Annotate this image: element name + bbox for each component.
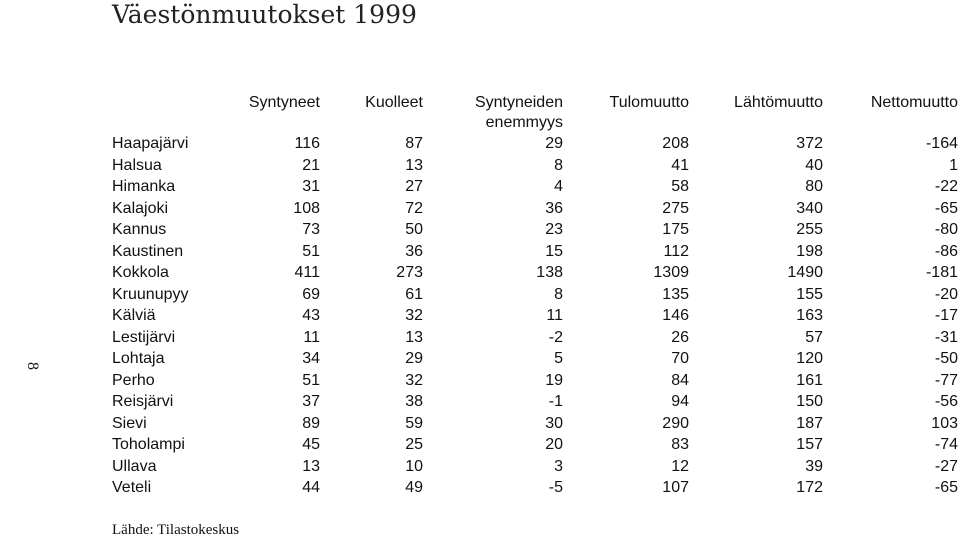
header-syntyneet: Syntyneet — [248, 94, 320, 111]
table-row — [112, 155, 958, 177]
cell-syntyneet: 116 — [294, 135, 320, 152]
cell-syntyneiden-enemmyys: 15 — [545, 242, 563, 260]
cell-municipality: Toholampi — [112, 436, 185, 453]
cell-syntyneet: 51 — [302, 242, 320, 260]
cell-syntyneet: 108 — [293, 199, 320, 217]
table-row — [112, 370, 958, 392]
cell-kuolleet: 32 — [405, 307, 423, 324]
header-tulomuutto: Tulomuutto — [609, 94, 689, 111]
table-row — [112, 327, 958, 349]
cell-tulomuutto: 107 — [662, 479, 689, 496]
cell-kuolleet: 87 — [405, 135, 423, 152]
cell-nettomuutto: -65 — [934, 199, 958, 217]
table-row — [112, 198, 958, 220]
cell-nettomuutto: -22 — [934, 178, 958, 195]
cell-kuolleet: 27 — [405, 178, 423, 195]
cell-nettomuutto: -86 — [934, 242, 958, 260]
cell-syntyneet: 44 — [302, 479, 320, 496]
cell-tulomuutto: 84 — [671, 371, 689, 389]
table-row — [112, 434, 958, 456]
cell-municipality: Haapajärvi — [112, 135, 189, 152]
cell-municipality: Himanka — [112, 178, 176, 195]
cell-municipality: Ullava — [112, 457, 157, 475]
cell-syntyneiden-enemmyys: -5 — [548, 479, 563, 496]
cell-tulomuutto: 1309 — [653, 264, 689, 281]
cell-tulomuutto: 175 — [662, 221, 689, 238]
cell-syntyneiden-enemmyys: -2 — [548, 328, 563, 346]
cell-syntyneet: 69 — [302, 285, 320, 303]
cell-municipality: Halsua — [112, 156, 162, 174]
cell-syntyneiden-enemmyys: 8 — [554, 156, 563, 174]
cell-lahtomuutto: 155 — [796, 285, 823, 303]
cell-lahtomuutto: 372 — [796, 135, 823, 152]
cell-nettomuutto: -31 — [934, 328, 958, 346]
cell-syntyneet: 37 — [302, 393, 320, 410]
cell-syntyneet: 21 — [302, 156, 320, 174]
cell-syntyneet: 43 — [302, 307, 320, 324]
cell-kuolleet: 273 — [396, 264, 423, 281]
cell-syntyneiden-enemmyys: 3 — [554, 457, 563, 475]
header-syntyneiden-line1: Syntyneiden — [474, 94, 563, 111]
table-row — [112, 284, 958, 306]
header-syntyneiden-line2: enemmyys — [485, 114, 563, 131]
cell-kuolleet: 36 — [405, 242, 423, 260]
cell-nettomuutto: -50 — [934, 350, 958, 367]
cell-kuolleet: 13 — [405, 156, 423, 174]
cell-lahtomuutto: 157 — [796, 436, 823, 453]
cell-kuolleet: 72 — [405, 199, 423, 217]
cell-nettomuutto: -164 — [925, 135, 958, 152]
cell-lahtomuutto: 172 — [796, 479, 823, 496]
cell-tulomuutto: 290 — [662, 414, 689, 432]
cell-syntyneet: 31 — [302, 178, 320, 195]
table-row — [112, 477, 958, 499]
table-row — [112, 133, 958, 155]
cell-kuolleet: 50 — [405, 221, 423, 238]
table-header-row — [112, 93, 958, 133]
table-row — [112, 241, 958, 263]
cell-municipality: Kalajoki — [112, 199, 169, 217]
cell-syntyneet: 51 — [302, 371, 320, 389]
page-title: Väestönmuutokset 1999 — [112, 0, 417, 29]
page-number: 8 — [24, 362, 41, 370]
cell-lahtomuutto: 198 — [796, 242, 823, 260]
cell-tulomuutto: 58 — [671, 178, 689, 195]
cell-syntyneet: 13 — [302, 457, 320, 475]
header-syntyneiden-enemmyys — [423, 93, 563, 133]
cell-kuolleet: 10 — [405, 457, 423, 475]
cell-tulomuutto: 41 — [671, 156, 689, 174]
table-row — [112, 305, 958, 327]
cell-lahtomuutto: 163 — [796, 307, 823, 324]
cell-lahtomuutto: 340 — [796, 199, 823, 217]
cell-syntyneiden-enemmyys: 11 — [546, 307, 563, 324]
cell-syntyneiden-enemmyys: 23 — [545, 221, 563, 238]
cell-syntyneiden-enemmyys: 30 — [545, 414, 563, 432]
source-note: Lähde: Tilastokeskus — [112, 522, 240, 538]
cell-lahtomuutto: 161 — [796, 371, 823, 389]
cell-kuolleet: 61 — [405, 285, 423, 303]
cell-tulomuutto: 83 — [671, 436, 689, 453]
cell-lahtomuutto: 120 — [796, 350, 823, 367]
cell-municipality: Kannus — [112, 221, 167, 238]
cell-kuolleet: 32 — [405, 371, 423, 389]
cell-nettomuutto: -80 — [934, 221, 958, 238]
cell-municipality: Perho — [112, 371, 155, 389]
header-nettomuutto: Nettomuutto — [870, 94, 958, 111]
cell-nettomuutto: -20 — [934, 285, 958, 303]
table-row — [112, 413, 958, 435]
table-row — [112, 456, 958, 478]
cell-tulomuutto: 208 — [662, 135, 689, 152]
table-row — [112, 262, 958, 284]
cell-lahtomuutto: 1490 — [787, 264, 823, 281]
cell-municipality: Kruunupyy — [112, 285, 189, 303]
cell-syntyneet: 73 — [302, 221, 320, 238]
population-change-table — [112, 93, 958, 499]
cell-syntyneet: 34 — [302, 350, 320, 367]
table-row — [112, 348, 958, 370]
cell-lahtomuutto: 40 — [805, 156, 823, 174]
table-body — [112, 133, 958, 499]
cell-kuolleet: 49 — [405, 479, 423, 496]
header-kuolleet: Kuolleet — [365, 94, 423, 111]
cell-syntyneet: 11 — [303, 328, 320, 346]
cell-lahtomuutto: 39 — [805, 457, 823, 475]
cell-lahtomuutto: 150 — [796, 393, 823, 410]
cell-syntyneiden-enemmyys: 36 — [545, 199, 563, 217]
cell-syntyneiden-enemmyys: 4 — [554, 178, 563, 195]
cell-tulomuutto: 26 — [671, 328, 689, 346]
cell-syntyneiden-enemmyys: 138 — [536, 264, 563, 281]
cell-nettomuutto: -74 — [934, 436, 958, 453]
cell-tulomuutto: 275 — [662, 199, 689, 217]
cell-syntyneet: 89 — [302, 414, 320, 432]
cell-tulomuutto: 146 — [662, 307, 689, 324]
cell-municipality: Sievi — [112, 414, 147, 432]
cell-nettomuutto: 1 — [949, 156, 958, 174]
cell-syntyneiden-enemmyys: 20 — [545, 436, 563, 453]
cell-syntyneiden-enemmyys: 29 — [545, 135, 563, 152]
cell-lahtomuutto: 187 — [796, 414, 823, 432]
cell-syntyneet: 411 — [294, 264, 320, 281]
cell-nettomuutto: -77 — [934, 371, 958, 389]
cell-tulomuutto: 112 — [663, 242, 689, 260]
table-row — [112, 391, 958, 413]
cell-nettomuutto: -27 — [934, 457, 958, 475]
cell-municipality: Kälviä — [112, 307, 156, 324]
cell-municipality: Reisjärvi — [112, 393, 174, 410]
cell-lahtomuutto: 80 — [805, 178, 823, 195]
cell-kuolleet: 13 — [405, 328, 423, 346]
cell-municipality: Veteli — [112, 479, 152, 496]
cell-kuolleet: 38 — [405, 393, 423, 410]
table-row — [112, 176, 958, 198]
cell-nettomuutto: -17 — [934, 307, 958, 324]
cell-nettomuutto: 103 — [931, 414, 958, 432]
header-municipality — [112, 93, 220, 133]
cell-tulomuutto: 94 — [671, 393, 689, 410]
cell-municipality: Kokkola — [112, 264, 169, 281]
cell-kuolleet: 29 — [405, 350, 423, 367]
cell-syntyneet: 45 — [302, 436, 320, 453]
cell-municipality: Lestijärvi — [112, 328, 176, 346]
cell-lahtomuutto: 255 — [796, 221, 823, 238]
cell-municipality: Lohtaja — [112, 350, 165, 367]
cell-syntyneiden-enemmyys: 5 — [554, 350, 563, 367]
cell-tulomuutto: 12 — [671, 457, 689, 475]
cell-syntyneiden-enemmyys: -1 — [548, 393, 563, 410]
cell-nettomuutto: -65 — [934, 479, 958, 496]
cell-tulomuutto: 135 — [662, 285, 689, 303]
cell-syntyneiden-enemmyys: 19 — [545, 371, 563, 389]
cell-kuolleet: 25 — [405, 436, 423, 453]
header-lahtomuutto: Lähtömuutto — [734, 94, 823, 111]
cell-lahtomuutto: 57 — [805, 328, 823, 346]
table-row — [112, 219, 958, 241]
cell-nettomuutto: -56 — [934, 393, 958, 410]
cell-syntyneiden-enemmyys: 8 — [554, 285, 563, 303]
cell-nettomuutto: -181 — [925, 264, 958, 281]
cell-tulomuutto: 70 — [671, 350, 689, 367]
cell-municipality: Kaustinen — [112, 242, 184, 260]
cell-kuolleet: 59 — [405, 414, 423, 432]
